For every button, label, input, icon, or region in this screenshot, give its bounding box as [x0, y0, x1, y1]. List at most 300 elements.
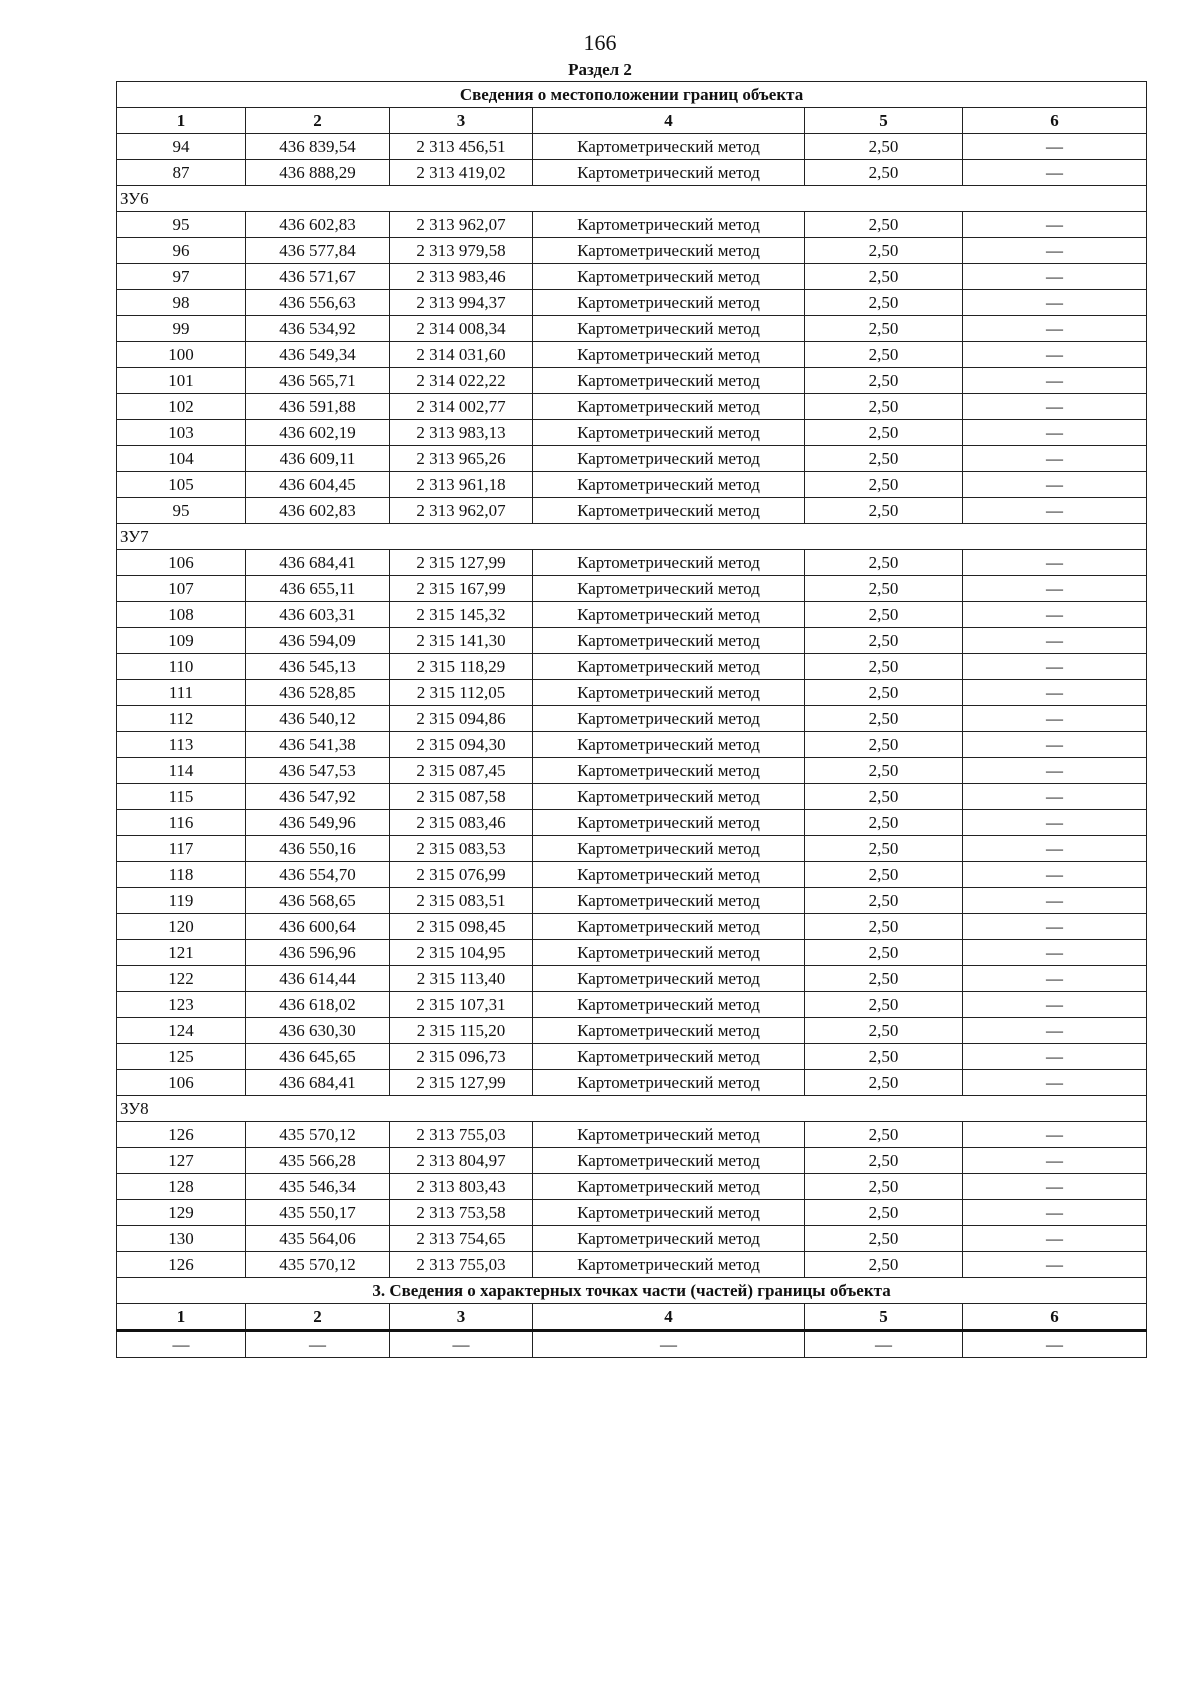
table-cell: 2,50 — [805, 706, 963, 732]
table-row — [117, 1148, 1147, 1174]
table-cell: 2,50 — [805, 654, 963, 680]
table-cell: 436 596,96 — [246, 940, 390, 966]
table-cell: 2,50 — [805, 472, 963, 498]
table-caption: Сведения о местоположении границ объекта — [117, 82, 1147, 108]
table-cell: 2,50 — [805, 966, 963, 992]
table-cell: 2 315 087,45 — [390, 758, 533, 784]
table-cell: 125 — [117, 1044, 246, 1070]
table-row — [117, 680, 1147, 706]
table-cell: 2,50 — [805, 290, 963, 316]
table-cell: 436 547,92 — [246, 784, 390, 810]
table-cell: — — [963, 160, 1147, 186]
table-cell: 2,50 — [805, 420, 963, 446]
table-cell: 2 313 962,07 — [390, 212, 533, 238]
table-cell: 436 540,12 — [246, 706, 390, 732]
table-cell: — — [963, 1200, 1147, 1226]
column-header: 1 — [117, 108, 246, 134]
table-row — [117, 1331, 1147, 1358]
table-cell: Картометрический метод — [533, 342, 805, 368]
table-cell: 2 315 118,29 — [390, 654, 533, 680]
table-cell: 436 684,41 — [246, 550, 390, 576]
table-cell: 436 554,70 — [246, 862, 390, 888]
table-cell: Картометрический метод — [533, 628, 805, 654]
table-cell: 112 — [117, 706, 246, 732]
table-cell: Картометрический метод — [533, 966, 805, 992]
table-row — [117, 1174, 1147, 1200]
table-cell: — — [963, 1122, 1147, 1148]
table-cell: 108 — [117, 602, 246, 628]
table-cell: Картометрический метод — [533, 862, 805, 888]
table-cell: Картометрический метод — [533, 1148, 805, 1174]
table-cell: 2,50 — [805, 576, 963, 602]
column-header: 5 — [805, 1304, 963, 1331]
table-cell: 95 — [117, 498, 246, 524]
table-cell: Картометрический метод — [533, 1226, 805, 1252]
table-cell: Картометрический метод — [533, 706, 805, 732]
table-cell: 2 313 755,03 — [390, 1122, 533, 1148]
table-cell: 2,50 — [805, 1122, 963, 1148]
table-cell: 130 — [117, 1226, 246, 1252]
table-cell: 121 — [117, 940, 246, 966]
table-cell: 436 645,65 — [246, 1044, 390, 1070]
table-cell: Картометрический метод — [533, 914, 805, 940]
table-cell: 2 313 962,07 — [390, 498, 533, 524]
table-cell: — — [963, 940, 1147, 966]
table-cell: 436 618,02 — [246, 992, 390, 1018]
table-cell: — — [963, 602, 1147, 628]
table-cell: 96 — [117, 238, 246, 264]
table-cell: 2,50 — [805, 810, 963, 836]
table-cell: 2 315 083,51 — [390, 888, 533, 914]
table-cell: 2 315 107,31 — [390, 992, 533, 1018]
table-row — [117, 628, 1147, 654]
column-header: 3 — [390, 108, 533, 134]
table-cell: Картометрический метод — [533, 550, 805, 576]
page-number: 166 — [583, 30, 617, 55]
table-cell: 2,50 — [805, 316, 963, 342]
table-cell: — — [963, 836, 1147, 862]
table-cell: — — [963, 680, 1147, 706]
table-cell: 2,50 — [805, 212, 963, 238]
column-header: 6 — [963, 108, 1147, 134]
table-cell: 436 655,11 — [246, 576, 390, 602]
table-cell: 126 — [117, 1122, 246, 1148]
table-cell: 436 600,64 — [246, 914, 390, 940]
table-cell: 2 313 754,65 — [390, 1226, 533, 1252]
section-title: Раздел 2 — [568, 60, 632, 79]
table-cell: 2 315 096,73 — [390, 1044, 533, 1070]
table-cell: 2,50 — [805, 160, 963, 186]
table-cell: 436 528,85 — [246, 680, 390, 706]
coordinates-table — [116, 81, 1147, 1358]
table-cell: 436 550,16 — [246, 836, 390, 862]
table-cell: — — [963, 472, 1147, 498]
table-cell: — — [963, 784, 1147, 810]
table-cell: 2 313 983,13 — [390, 420, 533, 446]
table-cell: 2,50 — [805, 498, 963, 524]
table-cell: Картометрический метод — [533, 1252, 805, 1278]
table-cell: — — [805, 1331, 963, 1358]
table-cell: 2 313 804,97 — [390, 1148, 533, 1174]
table-cell: 103 — [117, 420, 246, 446]
table-cell: 94 — [117, 134, 246, 160]
table-cell: 2,50 — [805, 732, 963, 758]
table-row — [117, 1226, 1147, 1252]
table-row — [117, 1044, 1147, 1070]
table-cell: — — [963, 888, 1147, 914]
table-cell: 2 313 983,46 — [390, 264, 533, 290]
table-cell: 2 315 104,95 — [390, 940, 533, 966]
table-row — [117, 732, 1147, 758]
table-cell: — — [533, 1331, 805, 1358]
table-cell: 436 545,13 — [246, 654, 390, 680]
table-row — [117, 706, 1147, 732]
table-row — [117, 420, 1147, 446]
table-row — [117, 212, 1147, 238]
group-row — [117, 1096, 1147, 1122]
table-cell: Картометрический метод — [533, 758, 805, 784]
table-cell: — — [117, 1331, 246, 1358]
table-row — [117, 784, 1147, 810]
table-cell: 117 — [117, 836, 246, 862]
table-cell: Картометрический метод — [533, 264, 805, 290]
table-cell: 2,50 — [805, 134, 963, 160]
table-row — [117, 1018, 1147, 1044]
table-cell: 111 — [117, 680, 246, 706]
table-cell: 87 — [117, 160, 246, 186]
table-cell: — — [963, 316, 1147, 342]
table-row — [117, 654, 1147, 680]
table-cell: Картометрический метод — [533, 498, 805, 524]
table-cell: Картометрический метод — [533, 160, 805, 186]
table-row — [117, 316, 1147, 342]
table-cell: 127 — [117, 1148, 246, 1174]
table-row — [117, 992, 1147, 1018]
table-cell: 129 — [117, 1200, 246, 1226]
table-cell: 2,50 — [805, 940, 963, 966]
table-cell: 2 313 755,03 — [390, 1252, 533, 1278]
table-cell: 122 — [117, 966, 246, 992]
table-cell: 2 314 031,60 — [390, 342, 533, 368]
table-cell: Картометрический метод — [533, 394, 805, 420]
table-cell: 2,50 — [805, 264, 963, 290]
table-cell: 436 614,44 — [246, 966, 390, 992]
table-cell: 114 — [117, 758, 246, 784]
table-cell: 436 603,31 — [246, 602, 390, 628]
table-cell: — — [963, 628, 1147, 654]
table-row — [117, 264, 1147, 290]
table-cell: 2,50 — [805, 602, 963, 628]
table-cell: Картометрический метод — [533, 316, 805, 342]
table-cell: — — [963, 1018, 1147, 1044]
table-cell: 97 — [117, 264, 246, 290]
table-cell: — — [963, 342, 1147, 368]
table-cell: 101 — [117, 368, 246, 394]
table-cell: 2 315 087,58 — [390, 784, 533, 810]
table-cell: 436 594,09 — [246, 628, 390, 654]
table-cell: 2 315 083,46 — [390, 810, 533, 836]
table-row — [117, 758, 1147, 784]
table-cell: — — [963, 1148, 1147, 1174]
table-cell: 95 — [117, 212, 246, 238]
table-cell: 435 564,06 — [246, 1226, 390, 1252]
table-cell: — — [963, 1226, 1147, 1252]
column-header: 2 — [246, 1304, 390, 1331]
table-cell: Картометрический метод — [533, 602, 805, 628]
table-cell: — — [963, 394, 1147, 420]
table-cell: 436 839,54 — [246, 134, 390, 160]
table-cell: — — [390, 1331, 533, 1358]
table-cell: 2,50 — [805, 836, 963, 862]
column-header: 3 — [390, 1304, 533, 1331]
column-header: 4 — [533, 108, 805, 134]
table-cell: Картометрический метод — [533, 290, 805, 316]
table-cell: 2,50 — [805, 1200, 963, 1226]
table-cell: Картометрический метод — [533, 1070, 805, 1096]
table-cell: Картометрический метод — [533, 576, 805, 602]
table-cell: 436 684,41 — [246, 1070, 390, 1096]
table-cell: 436 888,29 — [246, 160, 390, 186]
table-cell: 2,50 — [805, 914, 963, 940]
table-row — [117, 940, 1147, 966]
table-row — [117, 888, 1147, 914]
table-row — [117, 576, 1147, 602]
table-cell: 119 — [117, 888, 246, 914]
table-cell: 106 — [117, 1070, 246, 1096]
table-row — [117, 290, 1147, 316]
table-cell: 2,50 — [805, 888, 963, 914]
table-cell: — — [963, 1044, 1147, 1070]
table-cell: — — [963, 446, 1147, 472]
table-cell: 436 547,53 — [246, 758, 390, 784]
column-header-row — [117, 108, 1147, 134]
table-cell: 128 — [117, 1174, 246, 1200]
table-cell: 105 — [117, 472, 246, 498]
table-row — [117, 836, 1147, 862]
table-cell: 2,50 — [805, 1226, 963, 1252]
table-cell: — — [963, 914, 1147, 940]
table-cell: — — [963, 1331, 1147, 1358]
table-cell: 2 313 803,43 — [390, 1174, 533, 1200]
table-cell: 2,50 — [805, 342, 963, 368]
table-cell: 2 313 965,26 — [390, 446, 533, 472]
table-cell: 126 — [117, 1252, 246, 1278]
table-cell: 2 315 098,45 — [390, 914, 533, 940]
table-cell: Картометрический метод — [533, 1200, 805, 1226]
table-cell: 2,50 — [805, 680, 963, 706]
table-cell: 2,50 — [805, 1252, 963, 1278]
table-cell: 2 315 094,30 — [390, 732, 533, 758]
table-cell: Картометрический метод — [533, 1122, 805, 1148]
group-row — [117, 186, 1147, 212]
table-row — [117, 368, 1147, 394]
table-cell: Картометрический метод — [533, 368, 805, 394]
table-cell: Картометрический метод — [533, 784, 805, 810]
table-cell: — — [963, 134, 1147, 160]
table-cell: 436 565,71 — [246, 368, 390, 394]
column-header: 2 — [246, 108, 390, 134]
table-cell: 2 315 127,99 — [390, 550, 533, 576]
table-cell: 120 — [117, 914, 246, 940]
table-cell: 2,50 — [805, 992, 963, 1018]
table-cell: Картометрический метод — [533, 212, 805, 238]
table-row — [117, 238, 1147, 264]
table-row — [117, 498, 1147, 524]
table-cell: Картометрический метод — [533, 680, 805, 706]
table-cell: 436 549,34 — [246, 342, 390, 368]
table-cell: 99 — [117, 316, 246, 342]
column-header: 1 — [117, 1304, 246, 1331]
table-cell: 436 602,83 — [246, 212, 390, 238]
table-cell: Картометрический метод — [533, 654, 805, 680]
table-cell: 435 566,28 — [246, 1148, 390, 1174]
table-cell: Картометрический метод — [533, 732, 805, 758]
table-cell: 2 315 076,99 — [390, 862, 533, 888]
table-cell: Картометрический метод — [533, 472, 805, 498]
table-cell: Картометрический метод — [533, 134, 805, 160]
table-cell: 2,50 — [805, 394, 963, 420]
table-row — [117, 342, 1147, 368]
table-cell: 98 — [117, 290, 246, 316]
table-row — [117, 810, 1147, 836]
table-cell: 118 — [117, 862, 246, 888]
table-cell: — — [963, 238, 1147, 264]
table-row — [117, 1252, 1147, 1278]
table-cell: 2 315 127,99 — [390, 1070, 533, 1096]
table-cell: Картометрический метод — [533, 238, 805, 264]
table-cell: — — [963, 212, 1147, 238]
table-cell: — — [963, 758, 1147, 784]
table-cell: Картометрический метод — [533, 992, 805, 1018]
table-cell: 2 313 753,58 — [390, 1200, 533, 1226]
table-cell: — — [963, 368, 1147, 394]
table-cell: — — [963, 810, 1147, 836]
table-cell: — — [963, 992, 1147, 1018]
table-cell: 2,50 — [805, 628, 963, 654]
table-cell: 436 602,19 — [246, 420, 390, 446]
table-cell: 2 315 167,99 — [390, 576, 533, 602]
group-label: ЗУ7 — [117, 524, 1147, 550]
column-header: 5 — [805, 108, 963, 134]
table-cell: — — [963, 862, 1147, 888]
table-cell: 435 550,17 — [246, 1200, 390, 1226]
table-cell: 435 570,12 — [246, 1122, 390, 1148]
table-row — [117, 134, 1147, 160]
table-cell: 436 549,96 — [246, 810, 390, 836]
table-cell: 2,50 — [805, 1148, 963, 1174]
table-cell: — — [963, 732, 1147, 758]
table-cell: 2,50 — [805, 1070, 963, 1096]
table-cell: — — [963, 498, 1147, 524]
table-cell: — — [963, 706, 1147, 732]
table-cell: 2 313 419,02 — [390, 160, 533, 186]
table-cell: 115 — [117, 784, 246, 810]
table-cell: 2 315 141,30 — [390, 628, 533, 654]
table-cell: 2 313 456,51 — [390, 134, 533, 160]
table-cell: — — [963, 420, 1147, 446]
table-cell: 2 313 961,18 — [390, 472, 533, 498]
table-row — [117, 1200, 1147, 1226]
table-cell: — — [246, 1331, 390, 1358]
table-caption-row — [117, 82, 1147, 108]
table-cell: 436 568,65 — [246, 888, 390, 914]
column-header: 6 — [963, 1304, 1147, 1331]
table-cell: 436 541,38 — [246, 732, 390, 758]
table-row — [117, 602, 1147, 628]
table-cell: Картометрический метод — [533, 1044, 805, 1070]
table-cell: 2 315 145,32 — [390, 602, 533, 628]
table-cell: 124 — [117, 1018, 246, 1044]
table-cell: 100 — [117, 342, 246, 368]
table-cell: Картометрический метод — [533, 940, 805, 966]
table-cell: — — [963, 1070, 1147, 1096]
table-row — [117, 394, 1147, 420]
table-cell: — — [963, 576, 1147, 602]
table-cell: 2 315 113,40 — [390, 966, 533, 992]
table-cell: 2,50 — [805, 1174, 963, 1200]
table-row — [117, 446, 1147, 472]
table-cell: — — [963, 966, 1147, 992]
table-row — [117, 1070, 1147, 1096]
table-cell: 2 313 979,58 — [390, 238, 533, 264]
table-cell: 436 591,88 — [246, 394, 390, 420]
table-row — [117, 1122, 1147, 1148]
part-section-caption: 3. Сведения о характерных точках части (частей) границы объекта — [117, 1278, 1147, 1304]
group-label: ЗУ6 — [117, 186, 1147, 212]
table-cell: 2 314 002,77 — [390, 394, 533, 420]
coordinates-table-body — [117, 82, 1147, 1358]
table-cell: 2 313 994,37 — [390, 290, 533, 316]
table-cell: — — [963, 264, 1147, 290]
table-cell: 436 604,45 — [246, 472, 390, 498]
table-cell: 113 — [117, 732, 246, 758]
table-cell: 102 — [117, 394, 246, 420]
table-cell: 110 — [117, 654, 246, 680]
table-cell: 109 — [117, 628, 246, 654]
table-cell: — — [963, 654, 1147, 680]
table-cell: Картометрический метод — [533, 888, 805, 914]
table-cell: 436 534,92 — [246, 316, 390, 342]
table-row — [117, 966, 1147, 992]
table-cell: 2 315 112,05 — [390, 680, 533, 706]
table-cell: 2,50 — [805, 550, 963, 576]
group-row — [117, 524, 1147, 550]
table-cell: 2 315 115,20 — [390, 1018, 533, 1044]
column-header: 4 — [533, 1304, 805, 1331]
table-cell: Картометрический метод — [533, 836, 805, 862]
table-row — [117, 914, 1147, 940]
table-cell: 435 546,34 — [246, 1174, 390, 1200]
table-cell: Картометрический метод — [533, 810, 805, 836]
table-cell: 2,50 — [805, 368, 963, 394]
table-cell: Картометрический метод — [533, 1174, 805, 1200]
table-row — [117, 160, 1147, 186]
column-header-row — [117, 1304, 1147, 1331]
group-label: ЗУ8 — [117, 1096, 1147, 1122]
table-cell: 2,50 — [805, 238, 963, 264]
table-cell: 436 609,11 — [246, 446, 390, 472]
table-cell: 2 315 094,86 — [390, 706, 533, 732]
table-cell: 2,50 — [805, 758, 963, 784]
table-cell: — — [963, 1252, 1147, 1278]
table-cell: 436 630,30 — [246, 1018, 390, 1044]
table-cell: 2 315 083,53 — [390, 836, 533, 862]
table-cell: 436 602,83 — [246, 498, 390, 524]
table-cell: 2 314 008,34 — [390, 316, 533, 342]
table-cell: 436 571,67 — [246, 264, 390, 290]
table-cell: 2 314 022,22 — [390, 368, 533, 394]
table-cell: 435 570,12 — [246, 1252, 390, 1278]
